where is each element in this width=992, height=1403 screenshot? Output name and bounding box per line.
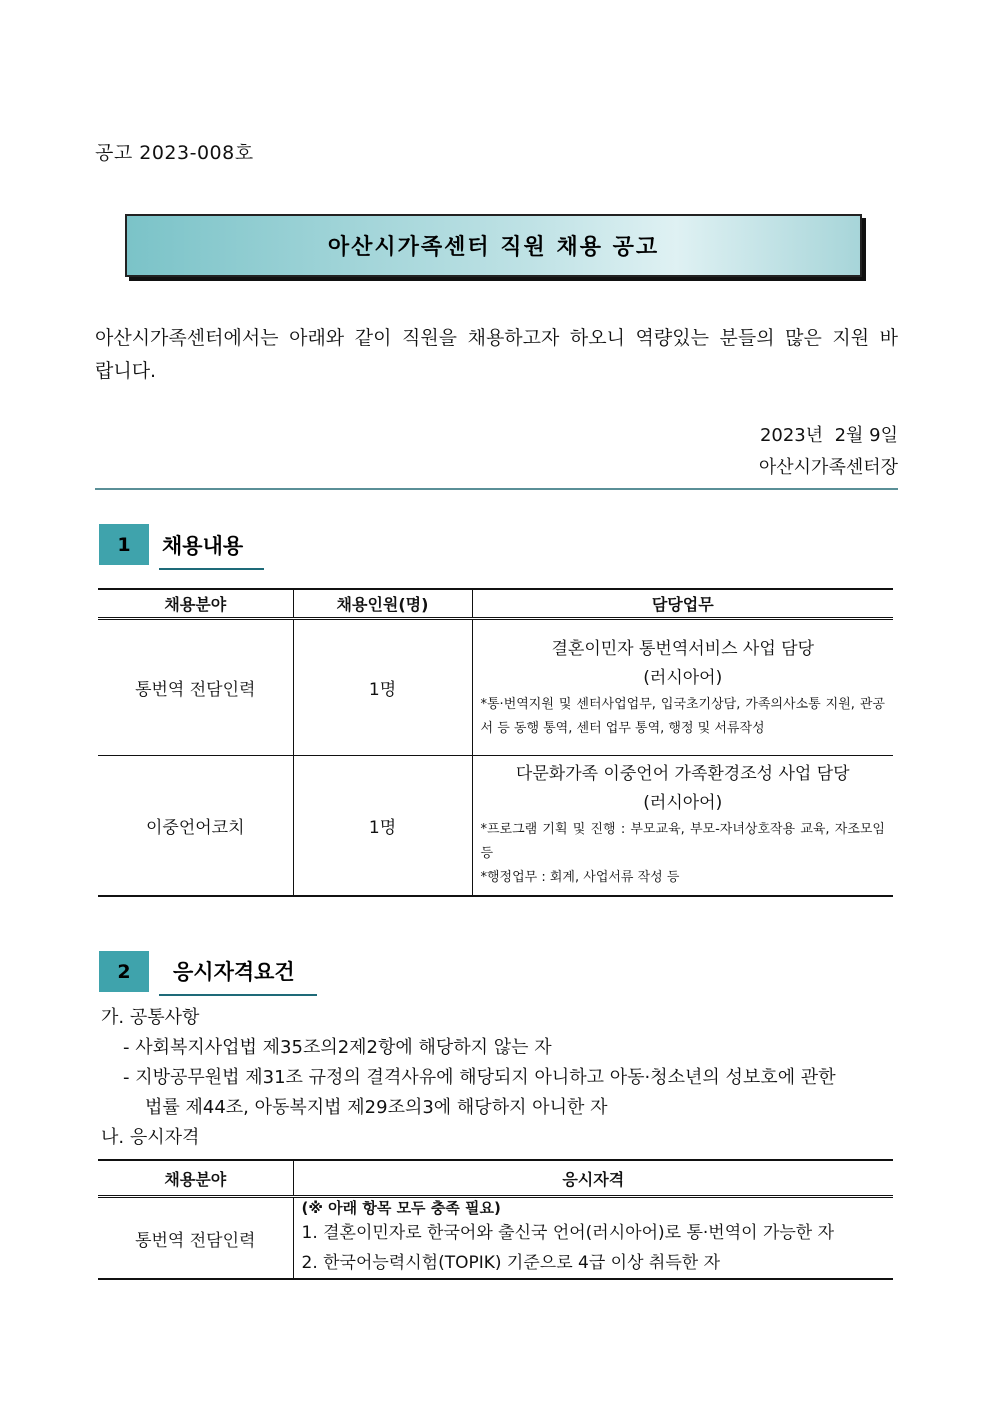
duty-note: *프로그램 기획 및 진행 : 부모교육, 부모-자녀상호작용 교육, 자조모임 등 <box>480 822 885 862</box>
row-count: 1명 <box>293 619 472 756</box>
common-heading: 가. 공통사항 <box>101 1007 200 1028</box>
row-field: 통번역 전담인력 <box>98 1197 293 1280</box>
notice-number: 공고 2023-008호 <box>95 142 254 164</box>
common-item: - 지방공무원법 제31조 규정의 결격사유에 해당되지 아니하고 아동·청소년의 성보호에 관한 <box>123 1067 836 1088</box>
table-row <box>98 619 893 756</box>
section-2-title: 응시자격요건 <box>159 956 317 996</box>
requirements-block <box>101 1003 901 1153</box>
qualification-table <box>98 1159 893 1280</box>
section-1-title: 채용내용 <box>159 530 264 570</box>
duty-main: 다문화가족 이중언어 가족환경조성 사업 담당 <box>515 764 850 785</box>
header-field: 채용분야 <box>98 1160 293 1197</box>
common-item-continued: 법률 제44조, 아동복지법 제29조의3에 해당하지 아니한 자 <box>145 1097 608 1118</box>
common-item: - 사회복지사업법 제35조의2제2항에 해당하지 않는 자 <box>123 1037 552 1058</box>
duty-note: *통·번역지원 및 센터사업업무, 입국초기상담, 가족의사소통 지원, 관공서 등 동행 통역, 센터 업무 통역, 행정 및 서류작성 <box>480 696 885 736</box>
header-duty: 담당업무 <box>472 589 893 619</box>
duty-note-admin: *행정업무 : 회계, 사업서류 작성 등 <box>480 870 680 886</box>
header-qualification: 응시자격 <box>293 1160 893 1197</box>
qualification-note: (※ 아래 항목 모두 충족 필요) <box>301 1199 501 1217</box>
duty-language: (러시아어) <box>643 667 723 688</box>
duty-main: 결혼이민자 통번역서비스 사업 담당 <box>551 638 815 659</box>
row-qualification <box>293 1197 893 1280</box>
recruitment-table <box>98 588 893 897</box>
table-row <box>98 756 893 896</box>
row-field: 통번역 전담인력 <box>98 619 293 756</box>
row-duty <box>472 619 893 756</box>
issuer: 아산시가족센터장 <box>758 457 898 478</box>
qualification-heading: 나. 응시자격 <box>101 1127 200 1148</box>
document-title: 아산시가족센터 직원 채용 공고 <box>125 214 862 277</box>
section-1-number: 1 <box>99 524 149 565</box>
header-field: 채용분야 <box>98 589 293 619</box>
row-field: 이중언어코치 <box>98 756 293 896</box>
section-2-number: 2 <box>99 951 149 992</box>
qualification-item: 1. 결혼이민자로 한국어와 출신국 언어(러시아어)로 통·번역이 가능한 자 <box>301 1223 835 1243</box>
table-header-row <box>98 589 893 619</box>
row-duty <box>472 756 893 896</box>
issue-date: 2023년 2월 9일 <box>759 425 898 446</box>
qualification-item: 2. 한국어능력시험(TOPIK) 기준으로 4급 이상 취득한 자 <box>301 1253 720 1273</box>
intro-paragraph: 아산시가족센터에서는 아래와 같이 직원을 채용하고자 하오니 역량있는 분들의 많은 지원 바랍니다. <box>95 327 898 382</box>
table-row <box>98 1197 893 1280</box>
issue-block <box>759 420 898 484</box>
divider <box>95 488 898 490</box>
row-count: 1명 <box>293 756 472 896</box>
header-count: 채용인원(명) <box>293 589 472 619</box>
duty-language: (러시아어) <box>643 793 723 814</box>
table-header-row <box>98 1160 893 1197</box>
